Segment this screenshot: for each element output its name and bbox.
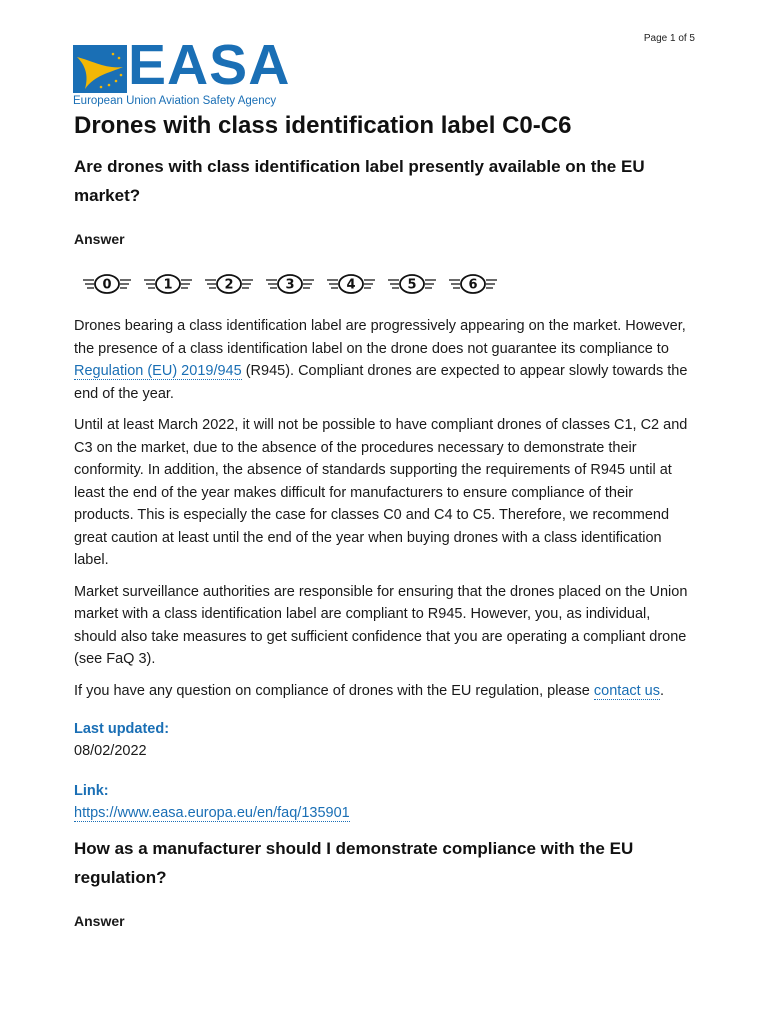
faq-url-link[interactable]: https://www.easa.europa.eu/en/faq/135901: [74, 805, 350, 821]
last-updated-date: 08/02/2022: [74, 743, 147, 759]
class-label-c1-digit: 1: [163, 277, 173, 293]
faq1-p1-text-a: Drones bearing a class identification label are progressively appearing on the market. However, the presence of a class identification label on the drone does not guarantee its compliance to: [74, 318, 686, 357]
faq-content: [74, 112, 694, 930]
page-title: Drones with class identification label C0-C6: [74, 112, 572, 139]
class-label-c2-digit: 2: [224, 277, 234, 293]
class-label-c2-icon: [204, 273, 254, 295]
faq1-p4-text-a: If you have any question on compliance of drones with the EU regulation, please: [74, 682, 594, 699]
class-labels-row: [82, 273, 694, 299]
faq1-paragraph-2: Until at least March 2022, it will not be possible to have compliant drones of classes C1, C2 and C3 on the market, due to the absence of the procedures necessary to demonstrate their conformity. In addition, the absence of standards supporting the requirements of R945 until at least the end of the year makes difficult for manufacturers to ensure compliance of their products. This is especially the case for classes C0 and C4 to C5. Therefore, we recommend great caution at least until the end of the year when buying drones with a class identification label.: [74, 417, 688, 568]
faq1-question: Are drones with class identification label presently available on the EU market?: [74, 157, 645, 205]
logo-subtitle: European Union Aviation Safety Agency: [73, 95, 277, 107]
contact-us-link[interactable]: contact us: [593, 682, 660, 699]
class-label-c3-digit: 3: [285, 277, 295, 293]
class-label-c1-icon: [143, 273, 193, 295]
faq1-paragraph-1: [74, 315, 694, 405]
faq1-p1-text-b: (R945). Compliant drones are expected to appear slowly towards the end of the year.: [74, 363, 688, 402]
class-label-c4-icon: [326, 273, 376, 295]
link-label: Link:: [74, 783, 109, 799]
last-updated-label: Last updated:: [74, 721, 170, 737]
class-label-c0-icon: [82, 273, 132, 295]
class-label-c5-digit: 5: [407, 277, 417, 293]
class-label-c0-digit: 0: [102, 277, 112, 293]
faq2-question: How as a manufacturer should I demonstrate compliance with the EU regulation?: [74, 839, 634, 887]
regulation-link[interactable]: Regulation (EU) 2019/945: [74, 363, 242, 379]
faq2-answer-label: Answer: [74, 913, 125, 929]
faq1-paragraph-3: Market surveillance authorities are responsible for ensuring that the drones placed on the Union market with a class identification label are compliant to R945. However, you, as individual, should also take measures to get sufficient confidence that you are operating a compliant drone (see FaQ 3).: [74, 583, 688, 667]
class-label-c4-digit: 4: [346, 277, 356, 293]
class-label-c6-digit: 6: [468, 277, 478, 293]
class-label-c6-icon: [448, 273, 498, 295]
faq1-p4-text-b: .: [660, 682, 665, 699]
class-label-c3-icon: [265, 273, 315, 295]
faq1-answer-label: Answer: [74, 231, 125, 247]
page-number: Page 1 of 5: [643, 33, 695, 44]
class-label-c5-icon: [387, 273, 437, 295]
easa-logo-mark-icon: [73, 45, 127, 93]
easa-logo: [73, 33, 291, 111]
faq1-paragraph-4: [74, 680, 694, 703]
logo-wordmark: EASA: [128, 33, 291, 97]
